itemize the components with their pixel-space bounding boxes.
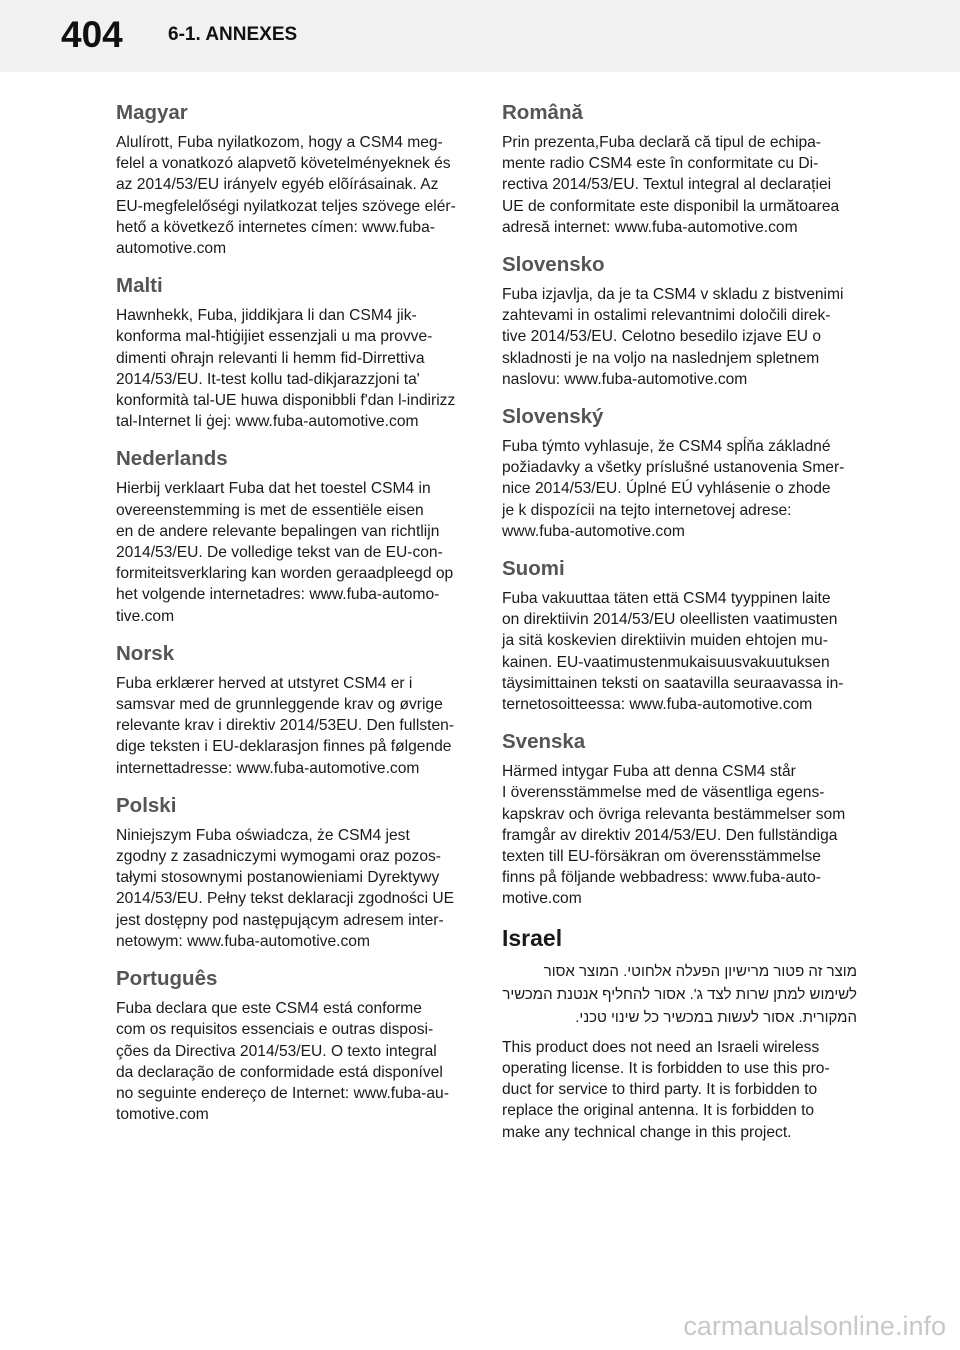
language-heading: Svenska: [502, 730, 586, 754]
declaration-text: Prin prezenta,Fuba declară că tipul de echipa- mente radio CSM4 este în conformitate cu Di- rectiva 2014/53/EU. Textul integral al declarației UE de conformitate este disponibil la următoarea adresă internet: www.fuba-automotive.com: [502, 134, 840, 236]
language-block-malti: [116, 273, 466, 432]
section-title: 6-1. ANNEXES: [168, 24, 298, 45]
language-block-israel: [502, 924, 857, 1143]
language-heading: Polski: [116, 793, 177, 817]
language-heading: Magyar: [116, 101, 188, 124]
language-block-portugues: [116, 966, 466, 1125]
language-heading: Português: [116, 967, 218, 991]
language-block-slovensky: [502, 404, 857, 542]
language-heading: Suomi: [502, 557, 565, 581]
language-block-norsk: [116, 641, 466, 779]
left-column: [116, 100, 466, 1139]
page-header: [0, 0, 960, 72]
language-heading: Slovensko: [502, 253, 605, 277]
right-column: [502, 100, 857, 1157]
language-block-romana: [502, 100, 857, 238]
declaration-text: Hawnhekk, Fuba, jiddikjara li dan CSM4 jik- konforma mal-ħtiġijiet essenzjali u ma provve- dimenti oħrajn relevanti li hemm fid-Dirrettiva 2014/53/EU. It-test kollu tad-dikjarazzjoni ta' konformità tal-UE huwa disponibbli f'dan l-indirizz tal-Internet li ġej: www.fuba-automotive.com: [116, 307, 456, 431]
language-block-slovensko: [502, 252, 857, 390]
language-heading: Română: [502, 101, 583, 124]
declaration-text: Fuba vakuuttaa täten että CSM4 tyyppinen laite on direktiivin 2014/53/EU oleellisten vaatimusten ja sitä koskevien direktiivin muiden ehtojen mu- kainen. EU-vaatimustenmukaisuusvakuutuksen täysimittainen teksti on saatavilla seuraavassa in- ternetosoitteessa: www.fuba-automotive.com: [502, 590, 844, 714]
language-heading: Slovenský: [502, 405, 604, 429]
language-block-polski: [116, 793, 466, 952]
language-heading: Norsk: [116, 641, 175, 665]
language-block-nederlands: [116, 446, 466, 626]
language-block-svenska: [502, 729, 857, 909]
language-block-suomi: [502, 556, 857, 715]
hebrew-declaration-text: מוצר זה פטור מרישיון הפעלה אלחוטי. המוצר אסור לשימוש למתן שרות לצד ג'. אסור להחליף אנטנת המכשיר המקורית. אסור לעשות במכשיר כל שינוי טכני.: [502, 962, 857, 1026]
english-declaration-text: This product does not need an Israeli wireless operating license. It is forbidden to use this pro- duct for service to third party. It is forbidden to replace the original antenna. It is forbidden to make any technical change in this project.: [502, 1038, 830, 1141]
declaration-text: Hierbij verklaart Fuba dat het toestel CSM4 in overeenstemming is met de essentiële eisen en de andere relevante bepalingen van richtlijn 2014/53/EU. De volledige tekst van de EU-con- formiteitsverklaring kan worden geraadpleegd op het volgende internetadres: www.fuba-automo- tive.com: [116, 480, 454, 625]
declaration-text: Fuba declara que este CSM4 está conforme com os requisitos essenciais e outras disposi- ções da Directiva 2014/53/EU. O texto integral da declaração de conformidade está disponível no seguinte endereço de Internet: www.fuba-au- tomotive.com: [116, 1000, 449, 1124]
declaration-text: Fuba týmto vyhlasuje, že CSM4 spĺňa základné požiadavky a všetky príslušné ustanovenia Smer- nice 2014/53/EU. Úplné EÚ vyhlásenie o zhode je k dispozícii na tejto internetovej adrese: www.fuba-automotive.com: [502, 438, 845, 540]
language-heading-israel: Israel: [502, 924, 563, 951]
page-number: 404: [61, 14, 123, 55]
language-heading: Malti: [116, 274, 163, 298]
language-block-magyar: [116, 100, 466, 259]
declaration-text: Fuba erklærer herved at utstyret CSM4 er i samsvar med de grunnleggende krav og øvrige relevante krav i direktiv 2014/53EU. Den fullsten- dige teksten i EU-deklarasjon finnes på følgende internettadresse: www.fuba-automotive.com: [116, 674, 455, 777]
declaration-text: Härmed intygar Fuba att denna CSM4 står I överensstämmelse med de väsentliga egens- kapskrav och övriga relevanta bestämmelser som framgår av direktiv 2014/53/EU. Den fullständiga texten till EU-försäkran om överensstämmelse finns på följande webbadress: www.fuba-auto- motive.com: [502, 763, 846, 908]
declaration-text: Alulírott, Fuba nyilatkozom, hogy a CSM4 meg- felel a vonatkozó alapvetõ követelményeknek és az 2014/53/EU irányelv egyéb elõírásainak. Az EU-megfelelőségi nyilatkozat teljes szövege elér- hető a következő internetes címen: www.fuba- automotive.com: [116, 134, 456, 258]
declaration-text: Niniejszym Fuba oświadcza, że CSM4 jest zgodny z zasadniczymi wymogami oraz pozos- tałymi stosownymi postanowieniami Dyrektywy 2014/53/EU. Pełny tekst deklaracji zgodności UE jest dostępny pod następującym adresem inter- netowym: www.fuba-automotive.com: [116, 826, 455, 950]
declaration-text: Fuba izjavlja, da je ta CSM4 v skladu z bistvenimi zahtevami in ostalimi relevantnimi določili direk- tive 2014/53/EU. Celotno besedilo izjave EU o skladnosti je na voljo na naslednjem spletnem naslovu: www.fuba-automotive.com: [502, 286, 844, 388]
language-heading: Nederlands: [116, 447, 228, 471]
watermark: carmanualsonline.info: [683, 1311, 946, 1341]
